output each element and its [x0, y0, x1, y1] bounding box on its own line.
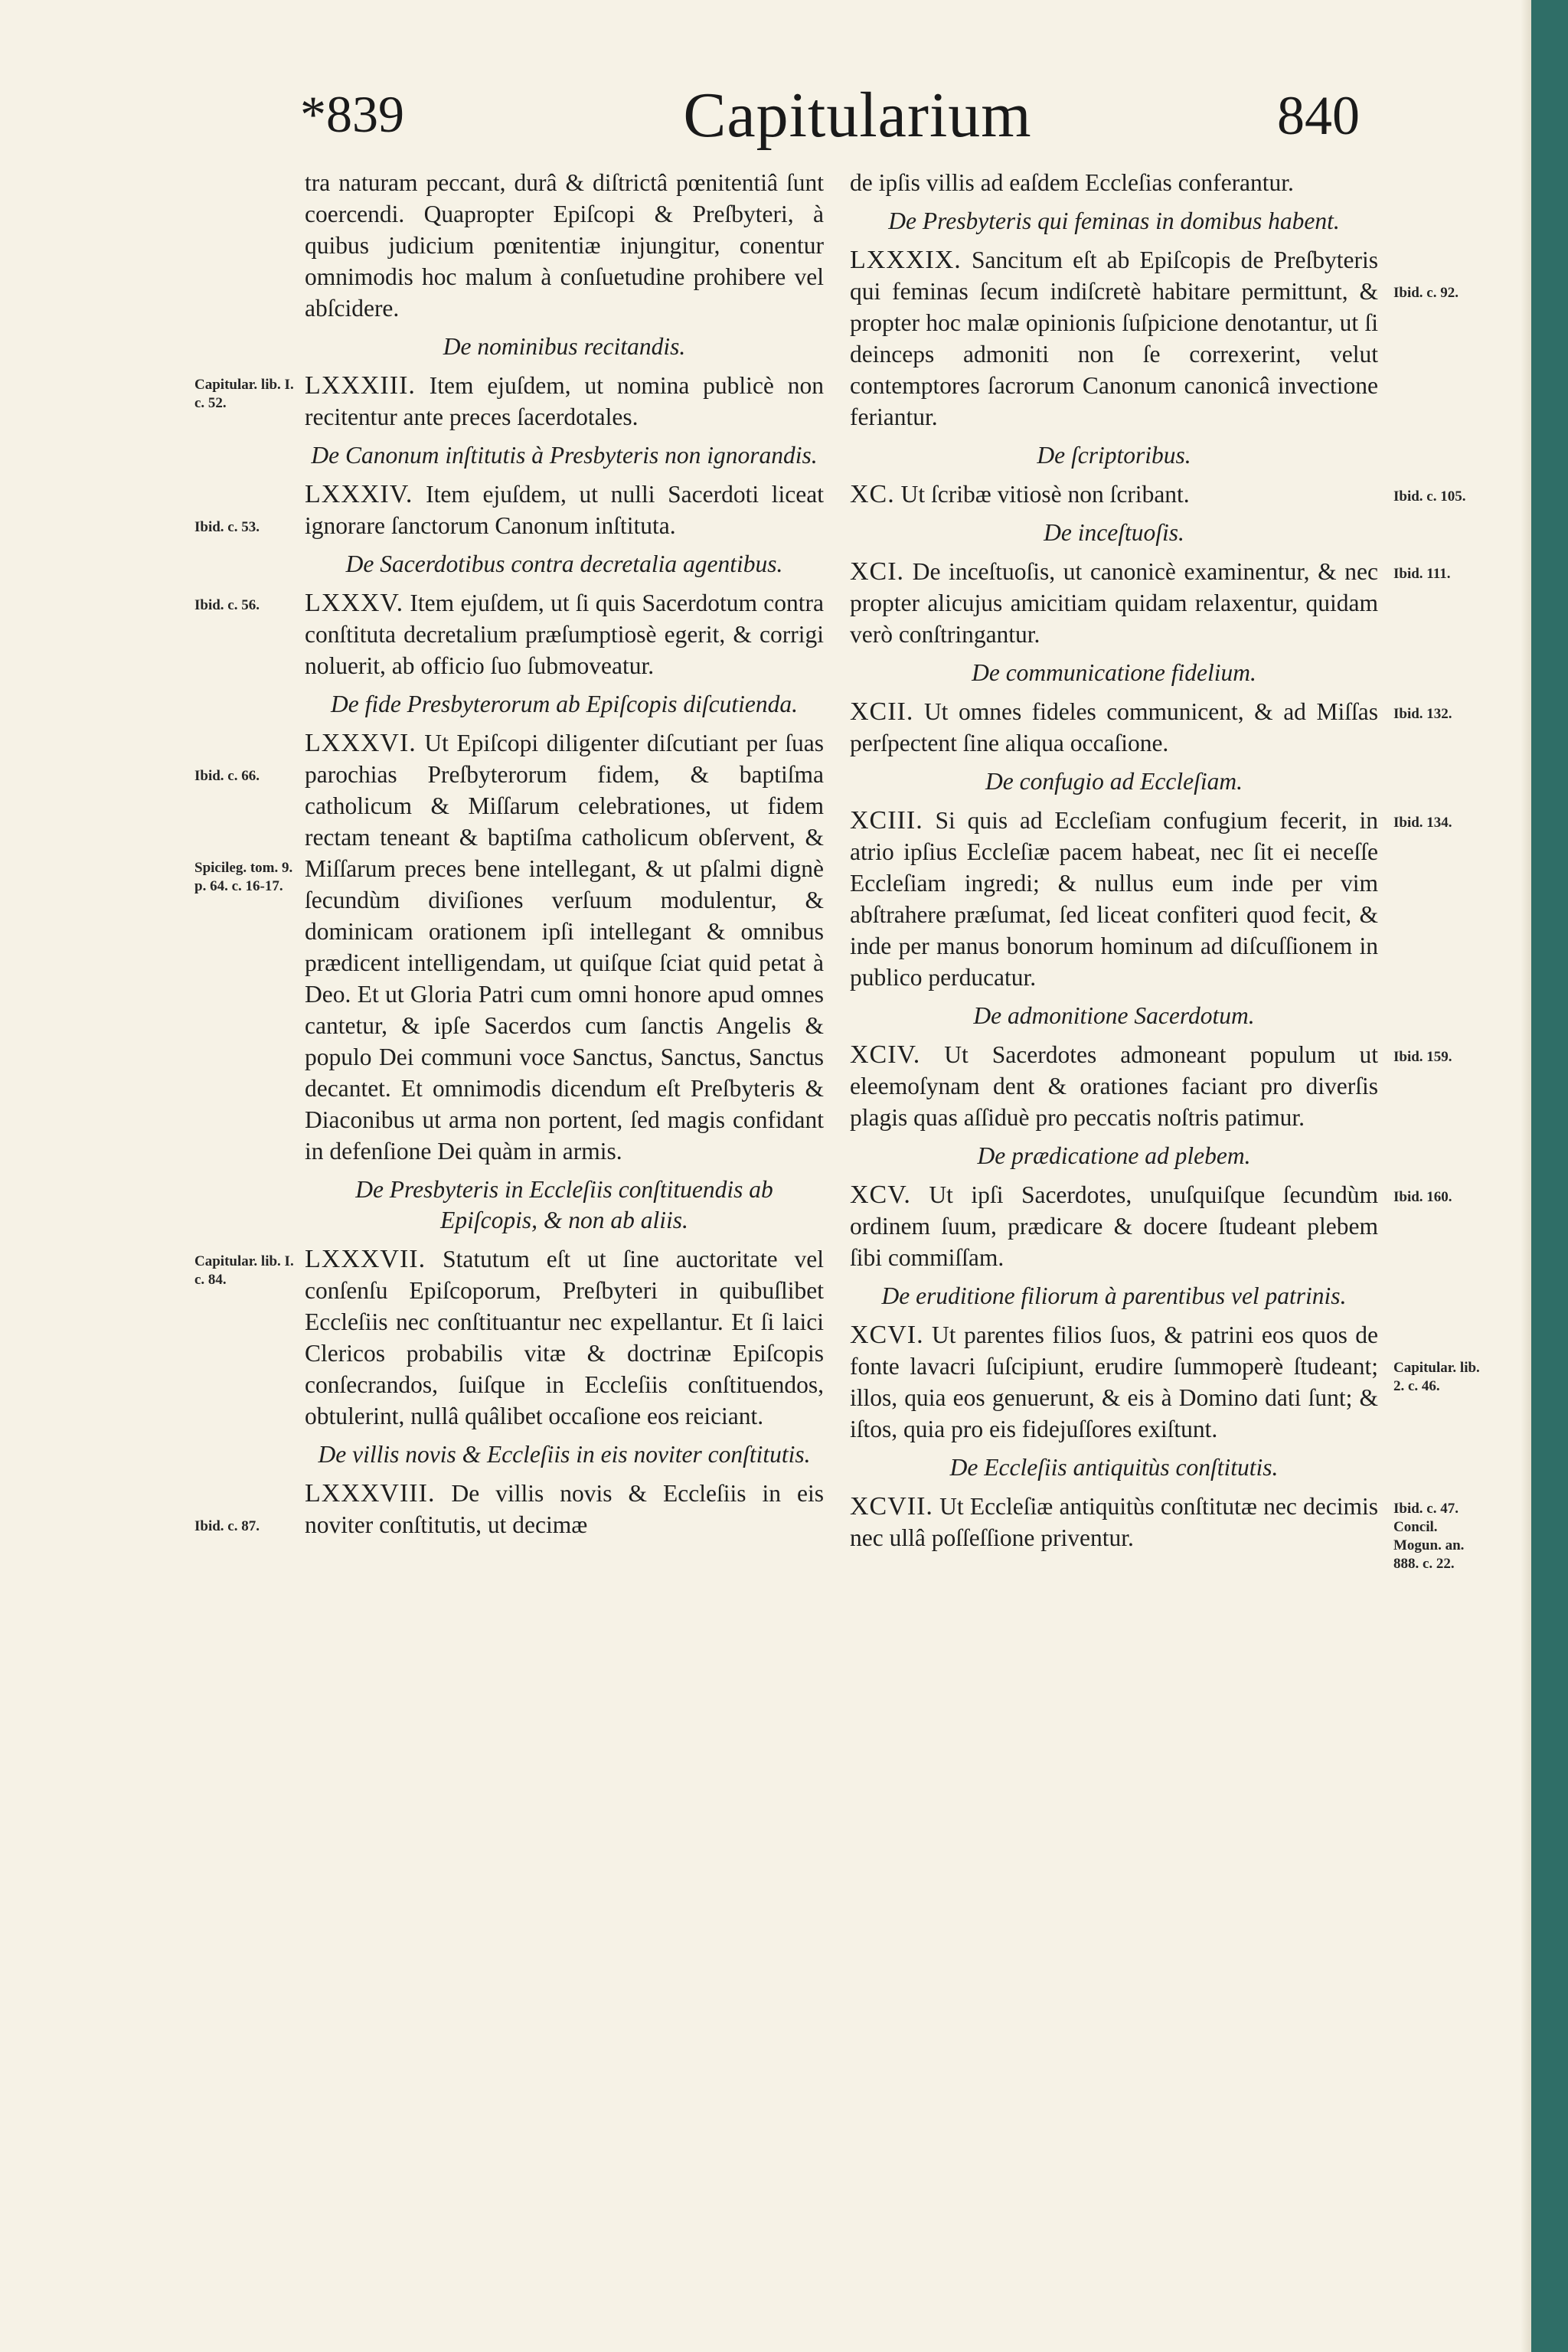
section-heading: De Eccleſiis antiquitùs conſtitutis. — [949, 1454, 1279, 1481]
margin-note: Ibid. 132. — [1393, 706, 1452, 722]
chapter-number: LXXXVII. — [305, 1245, 426, 1273]
margin-note: Capitular. lib. 2. c. 46. — [1393, 1360, 1480, 1394]
section-xcii — [850, 658, 1452, 759]
section-text: Ut omnes fideles communicent, & ad Miſſas perſpectent ſine aliqua occaſione. — [850, 698, 1378, 756]
section-heading: De prædicatione ad plebem. — [977, 1142, 1251, 1169]
section-text: Ut Eccleſiæ antiquitùs conſtitutæ nec decimis nec ullâ poſſeſſione priventur. — [850, 1493, 1379, 1551]
margin-note: Ibid. c. 47. Concil. Mogun. an. 888. c. 22. — [1393, 1501, 1465, 1572]
right-column — [850, 167, 1480, 1572]
section-lxxxvi — [194, 689, 825, 1167]
section-heading: De Presbyteris qui feminas in domibus habent. — [888, 207, 1340, 234]
margin-note: Ibid. 111. — [1393, 566, 1451, 582]
section-text: De inceſtuoſis, ut canonicè examinentur, & nec propter alicujus amicitiam quidam relaxentur, quidam verò conſtringantur. — [850, 558, 1379, 648]
section-heading: De Presbyteris in Eccleſiis conſtituendis ab Epiſcopis, & non ab aliis. — [355, 1176, 773, 1233]
chapter-number: LXXXVI. — [305, 729, 416, 757]
section-xciii — [850, 766, 1452, 993]
section-xcv — [850, 1141, 1452, 1273]
right-page-number: 840 — [1277, 85, 1360, 146]
section-lxxxv — [194, 549, 824, 681]
chapter-number: LXXXV. — [305, 589, 404, 617]
section-lxxxix — [850, 206, 1459, 433]
chapter-number: LXXXIII. — [305, 371, 416, 400]
section-heading: De Sacerdotibus contra decretalia agentibus. — [345, 550, 783, 577]
margin-note: Ibid. c. 56. — [194, 597, 260, 613]
section-lxxxiv — [194, 440, 825, 541]
margin-note: Capitular. lib. I. c. 52. — [194, 377, 294, 411]
section-xcvii — [850, 1452, 1465, 1572]
section-lxxxiii — [194, 332, 824, 433]
section-xcvi — [850, 1281, 1480, 1445]
section-text: Statutum eſt ut ſine auctoritate vel conſenſu Epiſcoporum, Preſbyteri in quibuſlibet Eccleſiis nec conſtituantur nec expellantur. Et ſi laici Clericos probabilis vitæ & doctrinæ Epiſcopis conſecrandos, ſuiſque in Eccleſiis conſtituendos, obtulerint, nullâ quâlibet occaſione eos reiciant. — [305, 1246, 825, 1429]
section-text: Ut Sacerdotes admoneant populum ut eleemoſynam dent & orationes faciant pro diverſis plagis quas aſſiduè pro peccatis noſtris patimur. — [850, 1041, 1378, 1131]
left-column — [194, 167, 825, 1544]
page-header — [0, 80, 1531, 153]
section-heading: De nominibus recitandis. — [443, 333, 686, 360]
section-lxxxvii — [194, 1174, 825, 1432]
margin-note-spicilegium: Spicileg. tom. 9. p. 64. c. 16-17. — [194, 860, 293, 894]
section-text: Ut ſcribæ vitiosè non ſcribant. — [900, 481, 1190, 508]
chapter-number: XCIV. — [850, 1040, 921, 1069]
margin-note: Ibid. 160. — [1393, 1189, 1452, 1205]
section-text: Sancitum eſt ab Epiſcopis de Preſbyteris qui feminas ſecum indiſcretè habitare permittunt, & propter hoc malæ opinionis ſuſpicione denotantur, ut ſi deinceps admoniti non ſe correxerint, velut contemptores ſacrorum Canonum canonicâ invectione feriantur. — [850, 247, 1378, 430]
section-heading: De Canonum inſtitutis à Presbyteris non ignorandis. — [311, 442, 818, 469]
chapter-number: XCIII. — [850, 806, 923, 835]
chapter-number: XCV. — [850, 1181, 911, 1209]
section-heading: De inceſtuoſis. — [1044, 519, 1184, 546]
continuation-text: tra naturam peccant, durâ & diſtrictâ pœnitentiâ ſunt coercendi. Quapropter Epiſcopi & Preſbyteri, à quibus judicium pœnitentiæ injungitur, conentur omnimodis hoc malum à conſuetudine prohibere vel abſcidere. — [305, 169, 824, 322]
section-xci — [850, 518, 1451, 650]
section-text: Item ejuſdem, ut nomina publicè non recitentur ante preces ſacerdotales. — [305, 372, 824, 430]
section-text: Ut ipſi Sacerdotes, unuſquiſque ſecundùm ordinem ſuum, prædicare & docere ſtudeant plebem ſibi commiſſam. — [850, 1181, 1378, 1271]
chapter-number: XC. — [850, 480, 895, 508]
chapter-number: XCVII. — [850, 1492, 933, 1521]
section-text: Si quis ad Eccleſiam confugium fecerit, in atrio ipſius Eccleſiæ pacem habeat, nec ſit ei neceſſe Eccleſiam ingredi; & nullus eum inde per vim abſtrahere præſumat, ſed liceat confiteri quod fecit, & inde per manus bonorum hominum ad diſcuſſionem in publico perducatur. — [850, 807, 1378, 991]
section-text: Item ejuſdem, ut nulli Sacerdoti liceat ignorare ſanctorum Canonum inſtituta. — [305, 481, 825, 539]
section-lxxxviii — [194, 1439, 824, 1540]
section-heading: De eruditione filiorum à parentibus vel patrinis. — [881, 1282, 1347, 1309]
section-text: De villis novis & Eccleſiis in eis noviter conſtitutis, ut decimæ — [305, 1480, 824, 1538]
section-heading: De communicatione fidelium. — [972, 659, 1256, 686]
section-heading: De admonitione Sacerdotum. — [973, 1002, 1255, 1029]
chapter-number: LXXXIX. — [850, 246, 962, 274]
margin-note: Ibid. c. 87. — [194, 1518, 260, 1534]
margin-note: Capitular. lib. I. c. 84. — [194, 1253, 294, 1288]
section-heading: De ſcriptoribus. — [1037, 442, 1191, 469]
margin-note: Ibid. 134. — [1393, 815, 1452, 831]
section-heading: De villis novis & Eccleſiis in eis noviter conſtitutis. — [318, 1441, 811, 1468]
chapter-number: XCII. — [850, 697, 914, 726]
left-page-number: *839 — [300, 85, 404, 143]
margin-note: Ibid. c. 53. — [194, 519, 260, 535]
section-xc — [850, 440, 1466, 510]
chapter-number: XCVI. — [850, 1321, 924, 1349]
chapter-number: LXXXIV. — [305, 480, 413, 508]
chapter-number: XCI. — [850, 557, 905, 586]
section-text: Item ejuſdem, ut ſi quis Sacerdotum contra conſtituta decretalium præſumptiosè egerit, & corrigi noluerit, ab officio ſuo ſubmoveatur. — [305, 590, 824, 679]
margin-note: Ibid. c. 66. — [194, 768, 260, 784]
section-text: Ut parentes filios ſuos, & patrini eos quos de fonte lavacri ſuſcipiunt, erudire ſummoperè ſtudeant; illos, quia eos genuerunt, & eis à Domino dati ſunt; & iſtos, quia pro eis fidejuſſores exiſtunt. — [850, 1321, 1379, 1442]
chapter-number: LXXXVIII. — [305, 1479, 436, 1508]
section-text: Ut Epiſcopi diligenter diſcutiant per ſuas parochias Preſbyterorum fidem, & baptiſma catholicum & Miſſarum celebrationes, ut fidem rectam teneant & baptiſma catholicum obſervent, & Miſſarum preces bene intellegant, & ut pſalmi dignè ſecundùm diviſiones verſuum modulentur, & dominicam orationem ipſi intellegant & omnibus prædicent intelligendam, ut quiſque ſciat quid petat à Deo. Et ut Gloria Patri cum omni honore apud omnes cantetur, & ipſe Sacerdos cum ſanctis Angelis & populo Dei communi voce Sanctus, Sanctus, Sanctus decantet. Et omnimodis dicendum eſt Preſbyteris & Diaconibus ut arma non portent, ſed magis confidant in defenſione Dei quàm in armis. — [305, 730, 825, 1165]
margin-note: Ibid. 159. — [1393, 1049, 1452, 1065]
section-heading: De confugio ad Eccleſiam. — [985, 768, 1243, 795]
section-heading: De fide Presbyterorum ab Epiſcopis diſcutienda. — [330, 691, 799, 717]
margin-note: Ibid. c. 105. — [1393, 488, 1466, 505]
continuation-text: de ipſis villis ad eaſdem Eccleſias conferantur. — [850, 169, 1294, 196]
running-title: Capitularium — [683, 80, 1032, 151]
section-xciv — [850, 1001, 1452, 1133]
margin-note: Ibid. c. 92. — [1393, 285, 1459, 301]
